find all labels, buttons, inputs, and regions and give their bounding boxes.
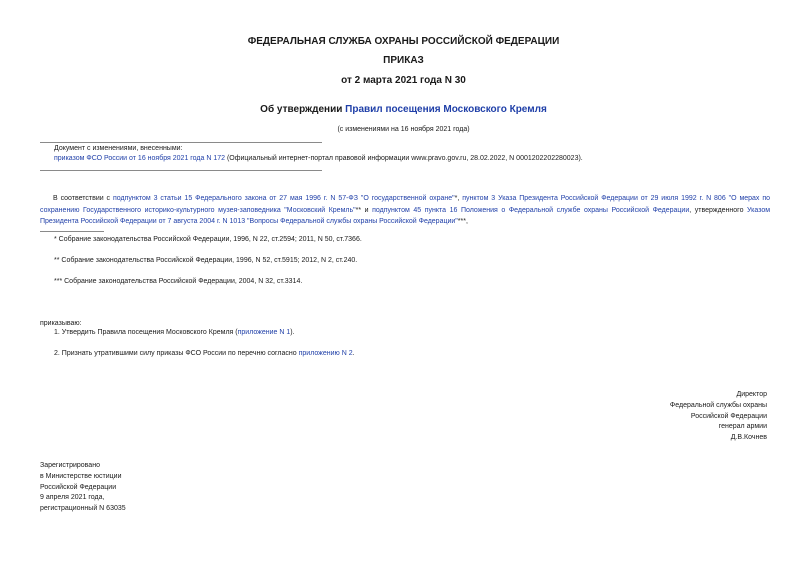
signature-org: Федеральной службы охраны [669,401,767,409]
preamble-text-5: ***, [457,218,468,225]
appendix-1-link[interactable]: приложение N 1 [237,329,291,336]
footnote-1: * Собрание законодательства Российской Федерации, 1996, N 22, ст.2594; 2011, N 50, ст.7366. [54,236,362,243]
doc-type-heading: ПРИКАЗ [383,55,424,66]
title-link[interactable]: Правил посещения Московского Кремля [345,104,547,115]
decree-link-806[interactable]: пунктом 3 Указа Президента Российской Федерации от 29 июля 1992 г. N 806 "О мерах по сохранению Государственного историко-культурного музея-заповедника "Московский Кремль" [40,195,771,214]
footnote-divider [40,231,104,232]
order-intro: приказываю: [40,320,82,327]
decree-link-1013[interactable]: Указом Президента Российской Федерации от 7 августа 2004 г. N 1013 "Вопросы Федеральной службы охраны Российской Федерации" [40,206,771,225]
preamble-paragraph [40,193,770,228]
registration-number: регистрационный N 63035 [40,505,126,513]
preamble-text-1: В соответствии с [53,195,113,202]
preamble-text-2: *, [454,195,463,202]
changes-link[interactable]: приказом ФСО России от 16 ноября 2021 года N 172 [54,155,226,162]
changes-line [54,155,583,162]
signature-rank: генерал армии [718,423,767,431]
divider-bottom [40,170,322,171]
order-item-1-end: ). [290,329,295,336]
registration-line-3: Российской Федерации [40,483,117,491]
divider-top [40,142,322,143]
order-item-2 [54,350,355,357]
signature-country: Российской Федерации [690,412,767,420]
signature-name: Д.В.Кочнев [730,434,767,442]
order-item-1 [54,329,295,336]
document-title [0,104,807,115]
changes-source: (Официальный интернет-портал правовой информации www.pravo.gov.ru, 28.02.2022, N 0001202202280023). [225,155,583,162]
signature-title: Директор [736,391,767,398]
title-prefix: Об утверждении [260,104,346,115]
registration-line-1: Зарегистрировано [40,462,100,469]
order-item-2-end: . [352,350,355,357]
date-number-heading: от 2 марта 2021 года N 30 [341,75,466,86]
order-item-1-text: 1. Утвердить Правила посещения Московского Кремля ( [54,329,238,336]
regulation-link-fso[interactable]: подпунктом 45 пункта 16 Положения о Федеральной службе охраны Российской Федерации [372,206,690,214]
appendix-2-link[interactable]: приложению N 2 [298,350,353,357]
order-item-2-text: 2. Признать утратившими силу приказы ФСО России по перечню согласно [54,350,299,357]
footnote-2: ** Собрание законодательства Российской Федерации, 1996, N 52, ст.5915; 2012, N 2, ст.240. [54,257,358,264]
registration-block [40,461,126,515]
preamble-text-3: ** и [355,206,373,214]
changes-intro: Документ с изменениями, внесенными: [54,145,183,152]
footnote-3: *** Собрание законодательства Российской Федерации, 2004, N 32, ст.3314. [54,278,303,285]
signature-block [670,390,767,444]
amendment-note: (с изменениями на 16 ноября 2021 года) [337,126,470,133]
agency-heading: ФЕДЕРАЛЬНАЯ СЛУЖБА ОХРАНЫ РОССИЙСКОЙ ФЕДЕРАЦИИ [247,36,560,47]
registration-date: 9 апреля 2021 года, [40,494,105,502]
law-link-57fz[interactable]: подпунктом 3 статьи 15 Федерального закона от 27 мая 1996 г. N 57-ФЗ "О государственной охране" [112,195,455,202]
registration-line-2: в Министерстве юстиции [40,472,122,480]
preamble-text-4: , утвержденного [689,206,748,214]
